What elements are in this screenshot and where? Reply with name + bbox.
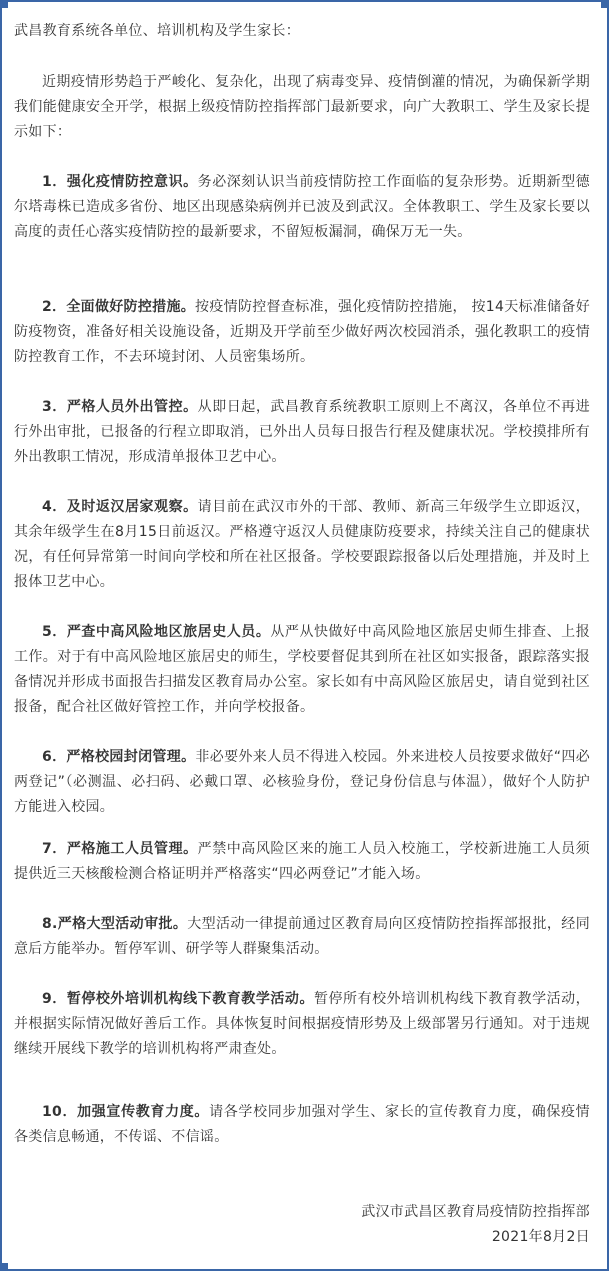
item-body: 大型活动一律提前通过区教育局向区疫情防控指挥部报批，经同意后方能举办。暂停军训、研学等人群聚集活动。 [14,916,590,957]
item-9 [14,987,590,1062]
item-5 [14,620,590,720]
item-body: 从严从快做好中高风险地区旅居史师生排查、上报工作。对于有中高风险地区旅居史的师生，学校要督促其到所在社区如实报备，跟踪落实报备情况并形成书面报告扫描发区教育局办公室。家长如有中高风险区旅居史，请自觉到社区报备，配合社区做好管控工作，并向学校报备。 [14,624,590,715]
item-title: 1．强化疫情防控意识。 [42,174,198,190]
signature-org: 武汉市武昌区教育局疫情防控指挥部 [361,1204,590,1220]
item-title: 9．暂停校外培训机构线下教育教学活动。 [42,991,314,1007]
corner-decoration [601,0,609,8]
item-title: 5．严查中高风险地区旅居史人员。 [42,624,271,640]
item-body: 从即日起，武昌教育系统教职工原则上不离汉，各单位不再进行外出审批，已报备的行程立即取消，已外出人员每日报告行程及健康状况。学校摸排所有外出教职工情况，形成清单报体卫艺中心。 [14,399,590,465]
item-8 [14,912,590,962]
item-2 [14,295,590,370]
item-body: 按疫情防控督查标准，强化疫情防控措施， 按14天标准储备好防疫物资，准备好相关设施设备，近期及开学前至少做好两次校园消杀，强化教职工的疫情防控教育工作，不去环境封闭、人员密集场所。 [14,299,591,365]
item-1 [14,170,590,245]
item-body: 请各学校同步加强对学生、家长的宣传教育力度，确保疫情各类信息畅通，不传谣、不信谣。 [14,1104,590,1145]
item-6 [14,745,590,820]
item-title: 4．及时返汉居家观察。 [42,499,198,515]
item-title: 7．严格施工人员管理。 [42,841,198,857]
corner-decoration [0,1263,8,1271]
item-title: 10．加强宣传教育力度。 [42,1104,210,1120]
item-body: 严禁中高风险区来的施工人员入校施工，学校新进施工人员须提供近三天核酸检测合格证明并严格落实“四必两登记”才能入场。 [14,841,590,882]
salutation: 武昌教育系统各单位、培训机构及学生家长： [14,23,300,39]
item-10 [14,1100,590,1150]
item-title: 2．全面做好防控措施。 [42,299,196,315]
item-title: 3．严格人员外出管控。 [42,399,198,415]
signature-date: 2021年8月2日 [491,1229,590,1245]
corner-decoration [0,0,8,8]
item-body: 请目前在武汉市外的干部、教师、新高三年级学生立即返汉，其余年级学生在8月15日前返汉。严格遵守返汉人员健康防疫要求，持续关注自己的健康状况，有任何异常第一时间向学校和所在社区报备。学校要跟踪报备以后处理措施，并及时上报体卫艺中心。 [14,499,590,590]
item-3 [14,395,590,470]
item-7 [14,837,590,887]
item-title: 8.严格大型活动审批。 [42,916,188,932]
item-4 [14,495,590,595]
item-body: 务必深刻认识当前疫情防控工作面临的复杂形势。近期新型德尔塔毒株已造成多省份、地区出现感染病例并已波及到武汉。全体教职工、学生及家长要以高度的责任心落实疫情防控的最新要求，不留短板漏洞，确保万无一失。 [14,174,590,240]
item-title: 6．严格校园封闭管理。 [42,749,196,765]
intro-paragraph: 近期疫情形势趋于严峻化、复杂化，出现了病毒变异、疫情倒灌的情况，为确保新学期我们能健康安全开学，根据上级疫情防控指挥部门最新要求，向广大教职工、学生及家长提示如下： [14,74,590,140]
item-body: 暂停所有校外培训机构线下教育教学活动，并根据实际情况做好善后工作。具体恢复时间根据疫情形势及上级部署另行通知。对于违规继续开展线下教学的培训机构将严肃查处。 [14,991,590,1057]
item-body: 非必要外来人员不得进入校园。外来进校人员按要求做好“四必两登记”（必测温、必扫码、必戴口罩、必核验身份，登记身份信息与体温），做好个人防护方能进入校园。 [14,749,590,815]
